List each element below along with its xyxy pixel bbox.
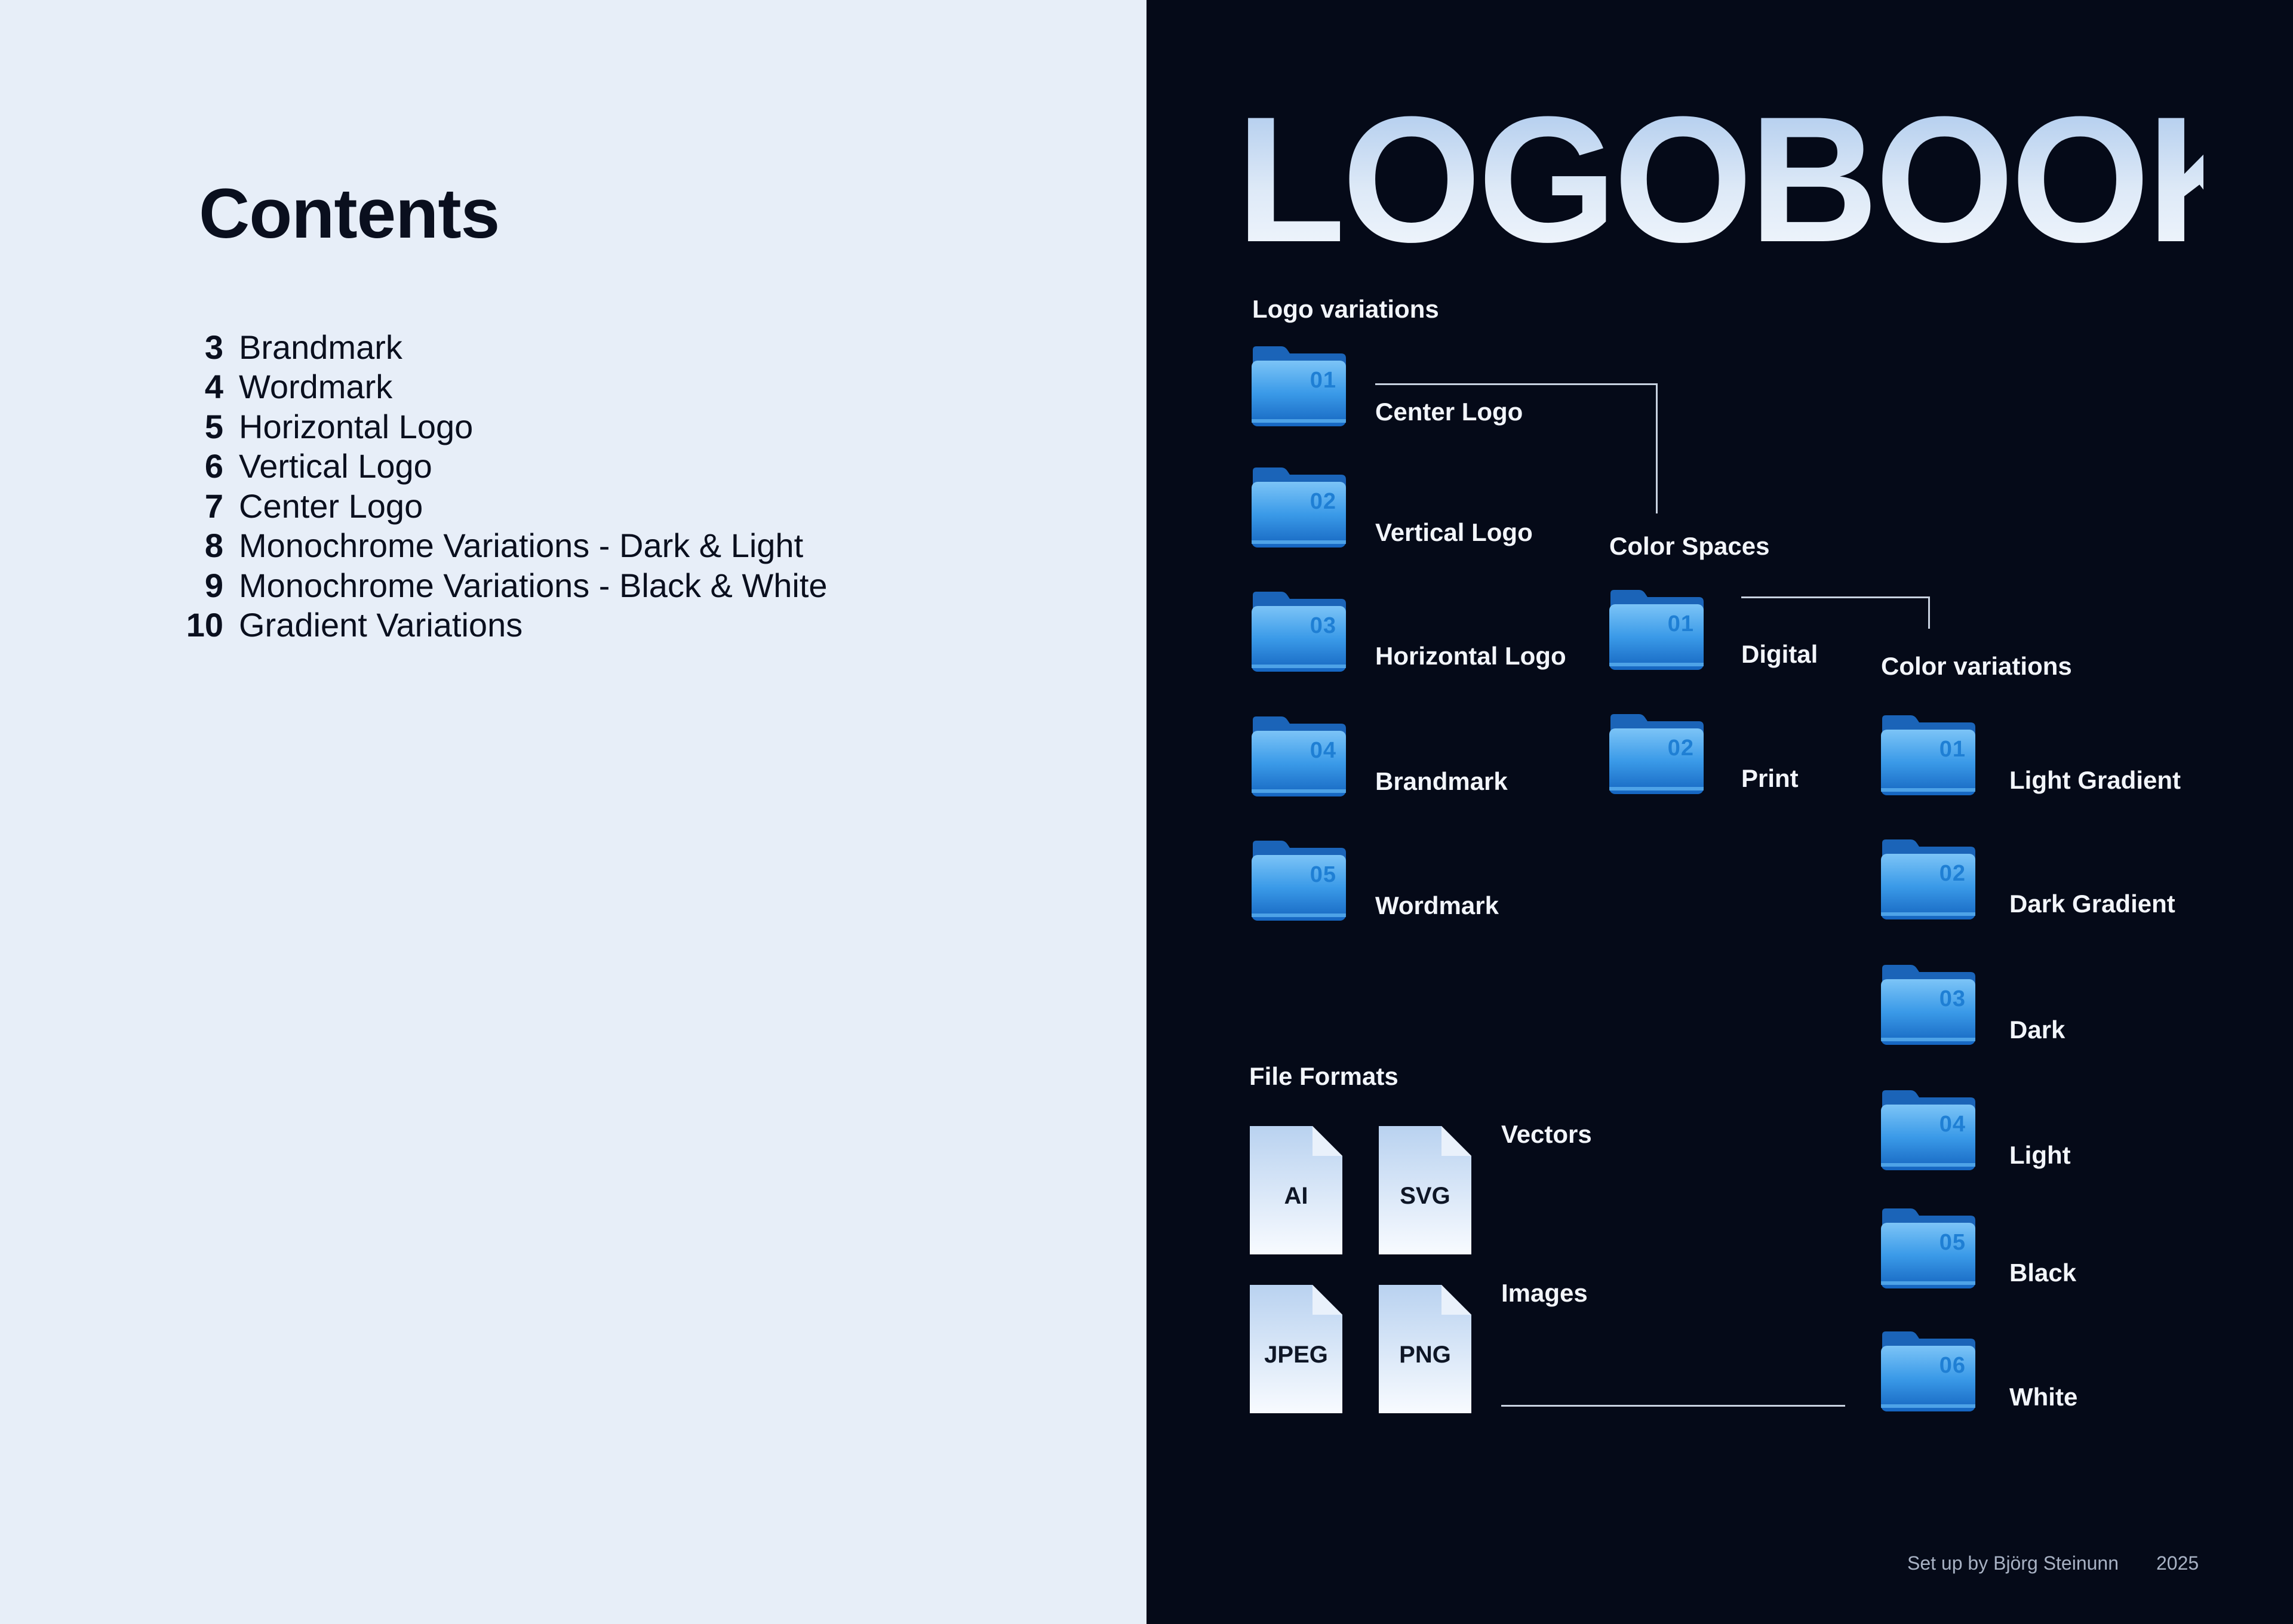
contents-page bbox=[0, 0, 1146, 1624]
folder-label: Digital bbox=[1741, 640, 1818, 668]
toc-page-number: 3 bbox=[204, 328, 223, 366]
folder-number: 01 bbox=[1939, 737, 1966, 762]
folder-number: 03 bbox=[1939, 986, 1966, 1011]
document-file-icon[interactable] bbox=[1379, 1126, 1471, 1254]
file-type-label: AI bbox=[1284, 1183, 1308, 1209]
toc-item[interactable] bbox=[173, 605, 828, 645]
toc-item-label: Gradient Variations bbox=[239, 606, 523, 644]
folder-icon[interactable] bbox=[1880, 714, 1977, 796]
toc-item[interactable] bbox=[173, 447, 828, 487]
toc-page-number: 6 bbox=[204, 447, 223, 485]
folder-number: 06 bbox=[1939, 1353, 1966, 1378]
toc-page-number: 10 bbox=[186, 606, 223, 644]
contents-title: Contents bbox=[199, 174, 500, 253]
images-label: Images bbox=[1501, 1279, 1588, 1307]
document-file-icon[interactable] bbox=[1250, 1126, 1342, 1254]
toc-item-label: Brandmark bbox=[239, 328, 402, 366]
footer-year: 2025 bbox=[2156, 1552, 2199, 1574]
folder-number: 04 bbox=[1939, 1112, 1966, 1137]
folder-icon[interactable] bbox=[1880, 1089, 1977, 1171]
folder-icon[interactable] bbox=[1250, 466, 1347, 549]
toc-page-number: 8 bbox=[204, 527, 223, 565]
toc-item-label: Horizontal Logo bbox=[239, 407, 474, 445]
toc-item[interactable] bbox=[173, 565, 828, 605]
folder-number: 04 bbox=[1310, 738, 1336, 763]
folder-icon[interactable] bbox=[1250, 345, 1347, 427]
connector-line bbox=[1741, 596, 1930, 598]
folder-label: Print bbox=[1741, 764, 1799, 792]
toc-page-number: 9 bbox=[204, 566, 223, 604]
toc-item-label: Wordmark bbox=[239, 368, 393, 406]
toc-item-label: Vertical Logo bbox=[239, 447, 432, 485]
file-type-label: SVG bbox=[1400, 1183, 1450, 1209]
folder-number: 05 bbox=[1310, 862, 1336, 887]
vectors-label: Vectors bbox=[1501, 1120, 1592, 1148]
folder-label: Brandmark bbox=[1375, 767, 1508, 795]
folder-number: 02 bbox=[1667, 736, 1694, 761]
toc-page-number: 5 bbox=[204, 407, 223, 445]
file-formats-heading: File Formats bbox=[1249, 1062, 1398, 1090]
footer-credit: Set up by Björg Steinunn bbox=[1907, 1552, 2119, 1574]
connector-line bbox=[1375, 383, 1657, 385]
folder-number: 05 bbox=[1939, 1230, 1966, 1255]
logobook-title: LOGOBOOK bbox=[1236, 79, 2273, 279]
toc-item[interactable] bbox=[173, 367, 828, 407]
folder-label: Light Gradient bbox=[2009, 766, 2181, 794]
toc-item[interactable] bbox=[173, 327, 828, 367]
folder-number: 02 bbox=[1310, 489, 1336, 514]
folder-label: Dark bbox=[2009, 1016, 2065, 1044]
connector-line bbox=[1656, 383, 1658, 513]
folder-icon[interactable] bbox=[1250, 839, 1347, 922]
folder-icon[interactable] bbox=[1880, 964, 1977, 1046]
folder-label: White bbox=[2009, 1383, 2078, 1411]
document-file-icon[interactable] bbox=[1250, 1285, 1342, 1413]
toc-page-number: 7 bbox=[204, 487, 223, 525]
folder-label: Wordmark bbox=[1375, 891, 1499, 919]
folder-number: 02 bbox=[1939, 861, 1966, 886]
folder-number: 01 bbox=[1667, 611, 1694, 636]
folder-number: 01 bbox=[1310, 368, 1336, 393]
folder-icon[interactable] bbox=[1250, 590, 1347, 673]
folder-number: 03 bbox=[1310, 613, 1336, 638]
folder-icon[interactable] bbox=[1608, 713, 1705, 795]
folder-label: Center Logo bbox=[1375, 398, 1523, 426]
toc-item-label: Monochrome Variations - Black & White bbox=[239, 566, 828, 604]
folder-label: Black bbox=[2009, 1259, 2077, 1287]
toc-page-number: 4 bbox=[204, 368, 223, 406]
color-variations-heading: Color variations bbox=[1881, 652, 2072, 680]
color-spaces-heading: Color Spaces bbox=[1609, 532, 1770, 560]
folder-icon[interactable] bbox=[1880, 1207, 1977, 1290]
folder-label: Light bbox=[2009, 1141, 2071, 1169]
table-of-contents bbox=[173, 327, 828, 645]
connector-line bbox=[1501, 1405, 1845, 1407]
toc-item[interactable] bbox=[173, 526, 828, 566]
folder-label: Horizontal Logo bbox=[1375, 642, 1566, 670]
document-file-icon[interactable] bbox=[1379, 1285, 1471, 1413]
file-type-label: JPEG bbox=[1264, 1342, 1328, 1368]
toc-item-label: Center Logo bbox=[239, 487, 423, 525]
toc-item[interactable] bbox=[173, 407, 828, 447]
toc-item-label: Monochrome Variations - Dark & Light bbox=[239, 527, 804, 565]
folder-icon[interactable] bbox=[1608, 589, 1705, 671]
connector-line bbox=[1928, 596, 1930, 629]
file-type-label: PNG bbox=[1399, 1342, 1451, 1368]
folder-label: Dark Gradient bbox=[2009, 890, 2175, 918]
folder-icon[interactable] bbox=[1880, 838, 1977, 921]
folder-icon[interactable] bbox=[1250, 715, 1347, 798]
folder-label: Vertical Logo bbox=[1375, 518, 1533, 546]
logo-variations-heading: Logo variations bbox=[1252, 295, 1439, 323]
folder-icon[interactable] bbox=[1880, 1330, 1977, 1413]
toc-item[interactable] bbox=[173, 486, 828, 526]
